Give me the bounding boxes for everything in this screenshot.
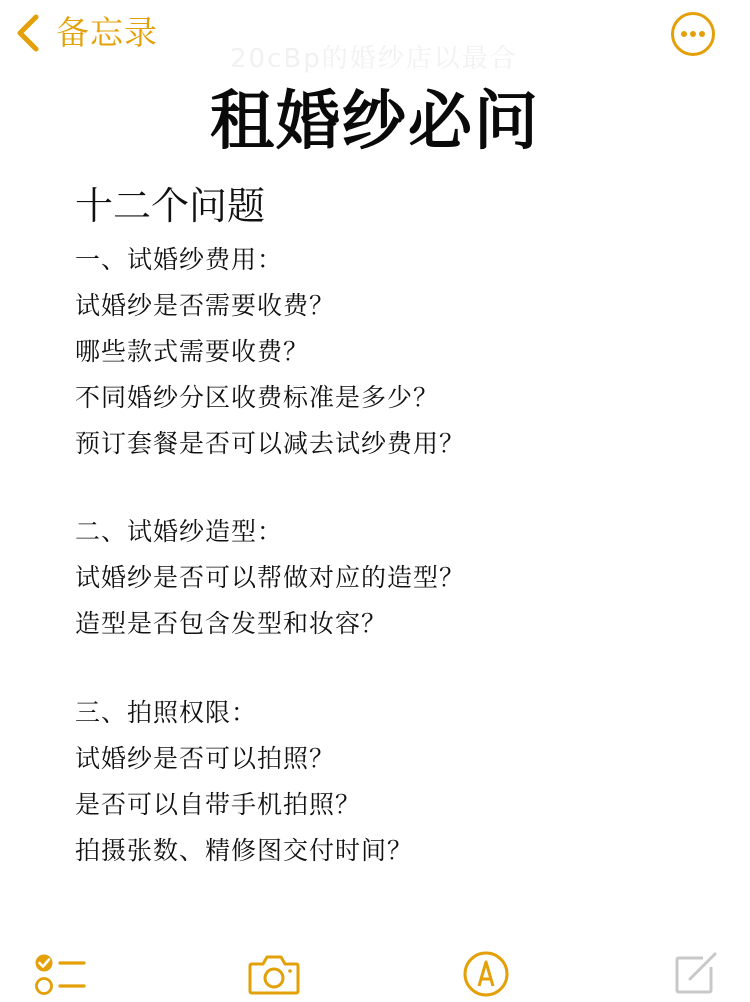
markup-pen-icon[interactable] (462, 950, 510, 998)
note-line[interactable]: 三、拍照权限： (75, 698, 258, 727)
bottom-toolbar (0, 940, 750, 1002)
note-line[interactable]: 试婚纱是否需要收费？ (75, 291, 336, 320)
note-line[interactable]: 预订套餐是否可以减去试纱费用？ (75, 429, 466, 458)
chevron-left-icon (14, 13, 44, 53)
top-bar (0, 0, 750, 74)
camera-icon[interactable] (247, 952, 301, 996)
note-line[interactable]: 试婚纱是否可以拍照？ (75, 744, 336, 773)
note-line[interactable]: 拍摄张数、精修图交付时间？ (75, 836, 414, 865)
compose-icon (673, 950, 719, 996)
note-line[interactable]: 哪些款式需要收费？ (75, 337, 310, 366)
note-line[interactable]: 一、试婚纱费用： (75, 245, 284, 274)
more-ellipsis-icon[interactable] (670, 11, 716, 57)
note-title[interactable]: 租婚纱必问 (210, 85, 540, 159)
back-button[interactable] (14, 10, 158, 56)
back-button-label: 备忘录 (56, 13, 158, 52)
note-subtitle[interactable]: 十二个问题 (75, 184, 266, 228)
note-line[interactable]: 不同婚纱分区收费标准是多少？ (75, 383, 440, 412)
checklist-icon[interactable] (34, 952, 86, 996)
note-line[interactable]: 造型是否包含发型和妆容？ (75, 609, 388, 638)
note-line[interactable]: 是否可以自带手机拍照？ (75, 790, 362, 819)
note-line[interactable]: 二、试婚纱造型： (75, 517, 284, 546)
note-line[interactable]: 试婚纱是否可以帮做对应的造型？ (75, 563, 466, 592)
faded-background-text: 20cBp的婚纱店以最合 (230, 44, 518, 74)
